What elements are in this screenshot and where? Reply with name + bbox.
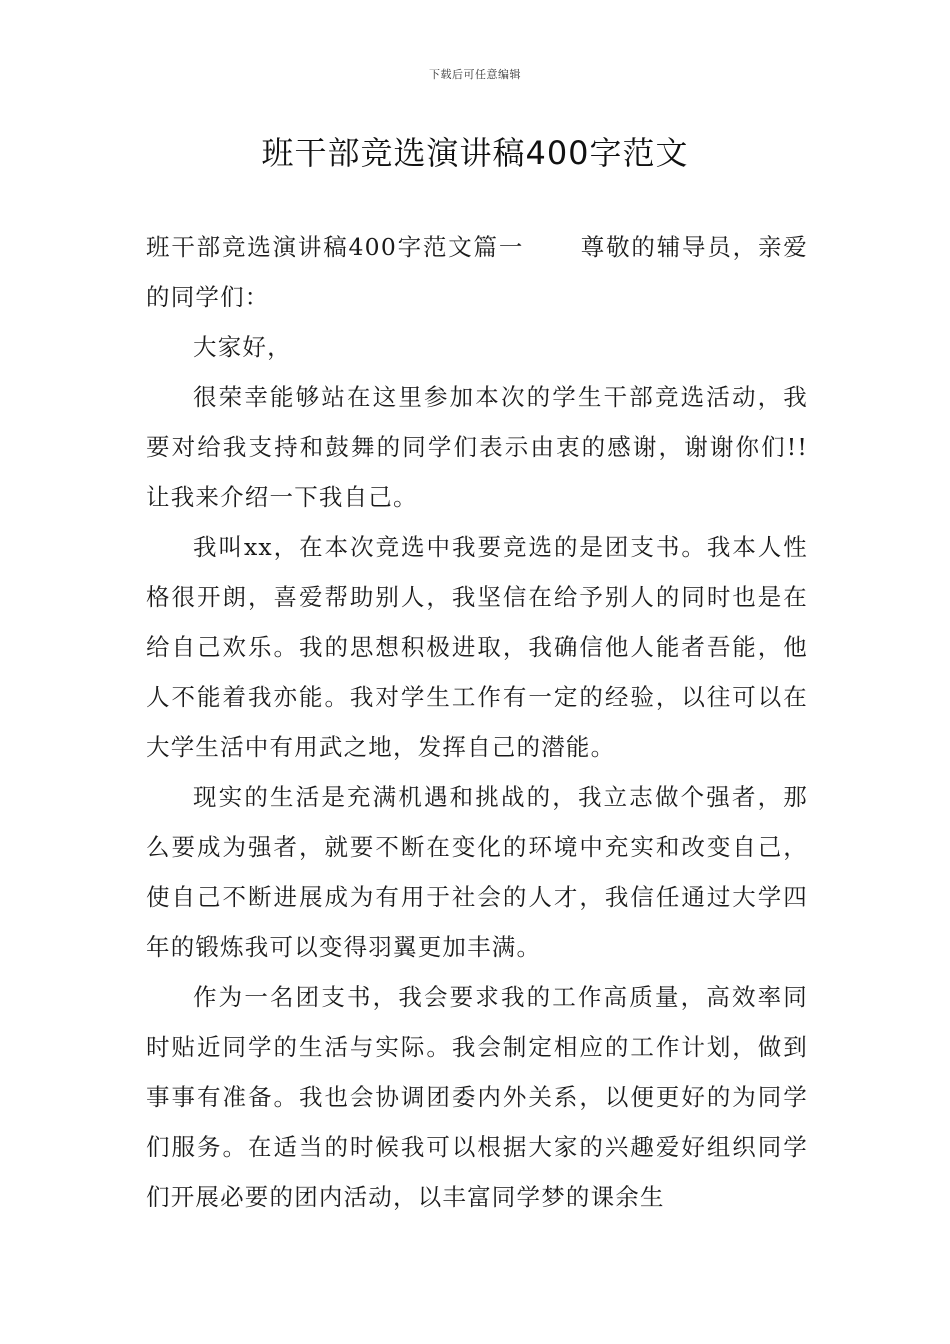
- body-paragraph-1: 大家好，: [193, 333, 292, 361]
- body-paragraph-2: 很荣幸能够站在这里参加本次的学生干部竞选活动，我要对给我支持和鼓舞的同学们表示由衷的感谢，谢谢你们!!让我来介绍一下我自己。: [146, 383, 808, 511]
- document-title: 班干部竞选演讲稿400字范文: [261, 134, 689, 172]
- document-body: [146, 222, 808, 1222]
- opening-paragraph: [146, 222, 808, 322]
- salutation: 尊敬的辅导员，亲爱的同学们：: [146, 233, 808, 311]
- body-paragraph-3: 我叫xx，在本次竞选中我要竞选的是团支书。我本人性格很开朗，喜爱帮助别人，我坚信在给予别人的同时也是在给自己欢乐。我的思想积极进取，我确信他人能者吾能，他人不能着我亦能。我对学生工作有一定的经验，以往可以在大学生活中有用武之地，发挥自己的潜能。: [146, 533, 808, 761]
- body-paragraph-4: 现实的生活是充满机遇和挑战的，我立志做个强者，那么要成为强者，就要不断在变化的环境中充实和改变自己，使自己不断进展成为有用于社会的人才，我信任通过大学四年的锻炼我可以变得羽翼更加丰满。: [146, 783, 808, 961]
- body-paragraph-5: 作为一名团支书，我会要求我的工作高质量，高效率同时贴近同学的生活与实际。我会制定相应的工作计划，做到事事有准备。我也会协调团委内外关系，以便更好的为同学们服务。在适当的时候我可以根据大家的兴趣爱好组织同学们开展必要的团内活动，以丰富同学梦的课余生: [146, 983, 808, 1211]
- section-label: 班干部竞选演讲稿400字范文篇一: [146, 233, 525, 261]
- header-note: 下载后可任意编辑: [429, 68, 521, 81]
